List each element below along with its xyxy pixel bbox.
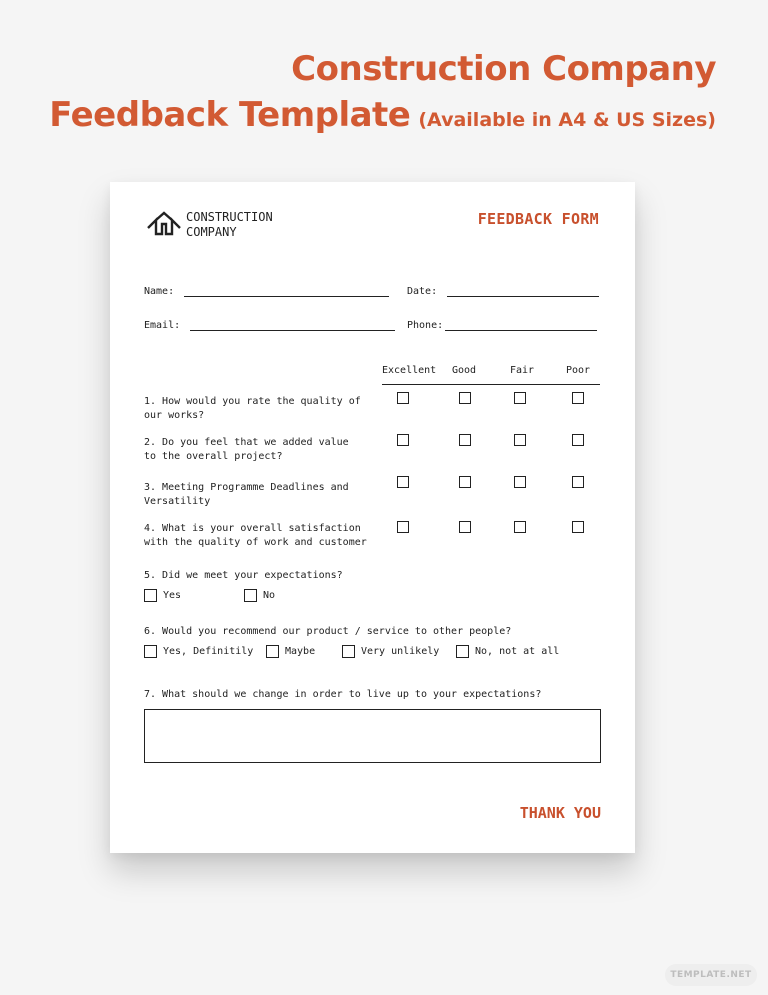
question-7: 7. What should we change in order to live up to your expectations? — [144, 689, 542, 700]
hero-title-line1: Construction Company — [291, 49, 716, 89]
rating-header — [382, 365, 600, 385]
option-label: Maybe — [285, 646, 316, 657]
checkbox[interactable] — [342, 645, 355, 658]
q1-good-checkbox[interactable] — [459, 392, 471, 404]
option-label: No — [263, 590, 276, 601]
rating-question-4 — [144, 522, 374, 550]
rating-label-fair: Fair — [510, 365, 535, 376]
thank-you-text: THANK YOU — [519, 804, 601, 822]
q7-answer-box[interactable] — [144, 709, 601, 763]
building-outline-icon — [146, 210, 182, 240]
date-field[interactable] — [407, 286, 599, 297]
company-logo — [146, 210, 273, 240]
q6-option-definitely[interactable] — [144, 645, 253, 658]
email-label: Email: — [144, 320, 181, 331]
date-label: Date: — [407, 286, 438, 297]
question-text: with the quality of work and customer — [144, 537, 367, 548]
question-5: 5. Did we meet your expectations? — [144, 570, 343, 581]
checkbox[interactable] — [144, 589, 157, 602]
q1-poor-checkbox[interactable] — [572, 392, 584, 404]
checkbox[interactable] — [266, 645, 279, 658]
name-field[interactable] — [144, 286, 389, 297]
question-text: to the overall project? — [144, 451, 283, 462]
rating-question-3 — [144, 481, 374, 509]
email-line[interactable] — [190, 321, 395, 331]
q5-option-no[interactable] — [244, 589, 275, 602]
question-text: 1. How would you rate the quality of — [144, 396, 361, 407]
rating-label-good: Good — [452, 365, 477, 376]
question-6: 6. Would you recommend our product / service to other people? — [144, 626, 512, 637]
q6-option-very-unlikely[interactable] — [342, 645, 439, 658]
option-label: No, not at all — [475, 646, 560, 657]
option-label: Very unlikely — [361, 646, 440, 657]
q2-fair-checkbox[interactable] — [514, 434, 526, 446]
q5-option-yes[interactable] — [144, 589, 181, 602]
q4-excellent-checkbox[interactable] — [397, 521, 409, 533]
form-title: FEEDBACK FORM — [477, 210, 599, 228]
rating-label-poor: Poor — [566, 365, 591, 376]
q1-fair-checkbox[interactable] — [514, 392, 526, 404]
email-field[interactable] — [144, 320, 395, 331]
rating-question-1 — [144, 395, 374, 423]
date-line[interactable] — [447, 287, 599, 297]
q4-fair-checkbox[interactable] — [514, 521, 526, 533]
q6-option-not-at-all[interactable] — [456, 645, 559, 658]
question-text: 3. Meeting Programme Deadlines and — [144, 482, 349, 493]
q3-excellent-checkbox[interactable] — [397, 476, 409, 488]
phone-line[interactable] — [445, 321, 597, 331]
phone-field[interactable] — [407, 320, 597, 331]
rating-label-excellent: Excellent — [382, 365, 437, 376]
q3-good-checkbox[interactable] — [459, 476, 471, 488]
logo-text — [186, 210, 273, 240]
q3-poor-checkbox[interactable] — [572, 476, 584, 488]
q2-excellent-checkbox[interactable] — [397, 434, 409, 446]
hero-sizes-note: (Available in A4 & US Sizes) — [418, 109, 716, 131]
question-text: Versatility — [144, 496, 211, 507]
q4-poor-checkbox[interactable] — [572, 521, 584, 533]
name-line[interactable] — [184, 287, 389, 297]
logo-text-line2: COMPANY — [186, 225, 237, 239]
q2-poor-checkbox[interactable] — [572, 434, 584, 446]
question-text: 2. Do you feel that we added value — [144, 437, 349, 448]
hero-title — [49, 46, 716, 143]
q1-excellent-checkbox[interactable] — [397, 392, 409, 404]
q6-option-maybe[interactable] — [266, 645, 315, 658]
name-label: Name: — [144, 286, 175, 297]
checkbox[interactable] — [144, 645, 157, 658]
hero-title-line2-text: Feedback Template — [49, 95, 411, 135]
option-label: Yes, Definitily — [163, 646, 254, 657]
option-label: Yes — [163, 590, 182, 601]
q4-good-checkbox[interactable] — [459, 521, 471, 533]
q2-good-checkbox[interactable] — [459, 434, 471, 446]
hero-title-line2 — [49, 92, 716, 143]
q3-fair-checkbox[interactable] — [514, 476, 526, 488]
feedback-form-sheet — [110, 182, 635, 853]
question-text: 4. What is your overall satisfaction — [144, 523, 361, 534]
question-text: our works? — [144, 410, 205, 421]
checkbox[interactable] — [456, 645, 469, 658]
template-net-badge[interactable]: TEMPLATE.NET — [665, 964, 757, 986]
checkbox[interactable] — [244, 589, 257, 602]
logo-text-line1: CONSTRUCTION — [186, 210, 273, 224]
rating-question-2 — [144, 436, 374, 464]
phone-label: Phone: — [407, 320, 444, 331]
